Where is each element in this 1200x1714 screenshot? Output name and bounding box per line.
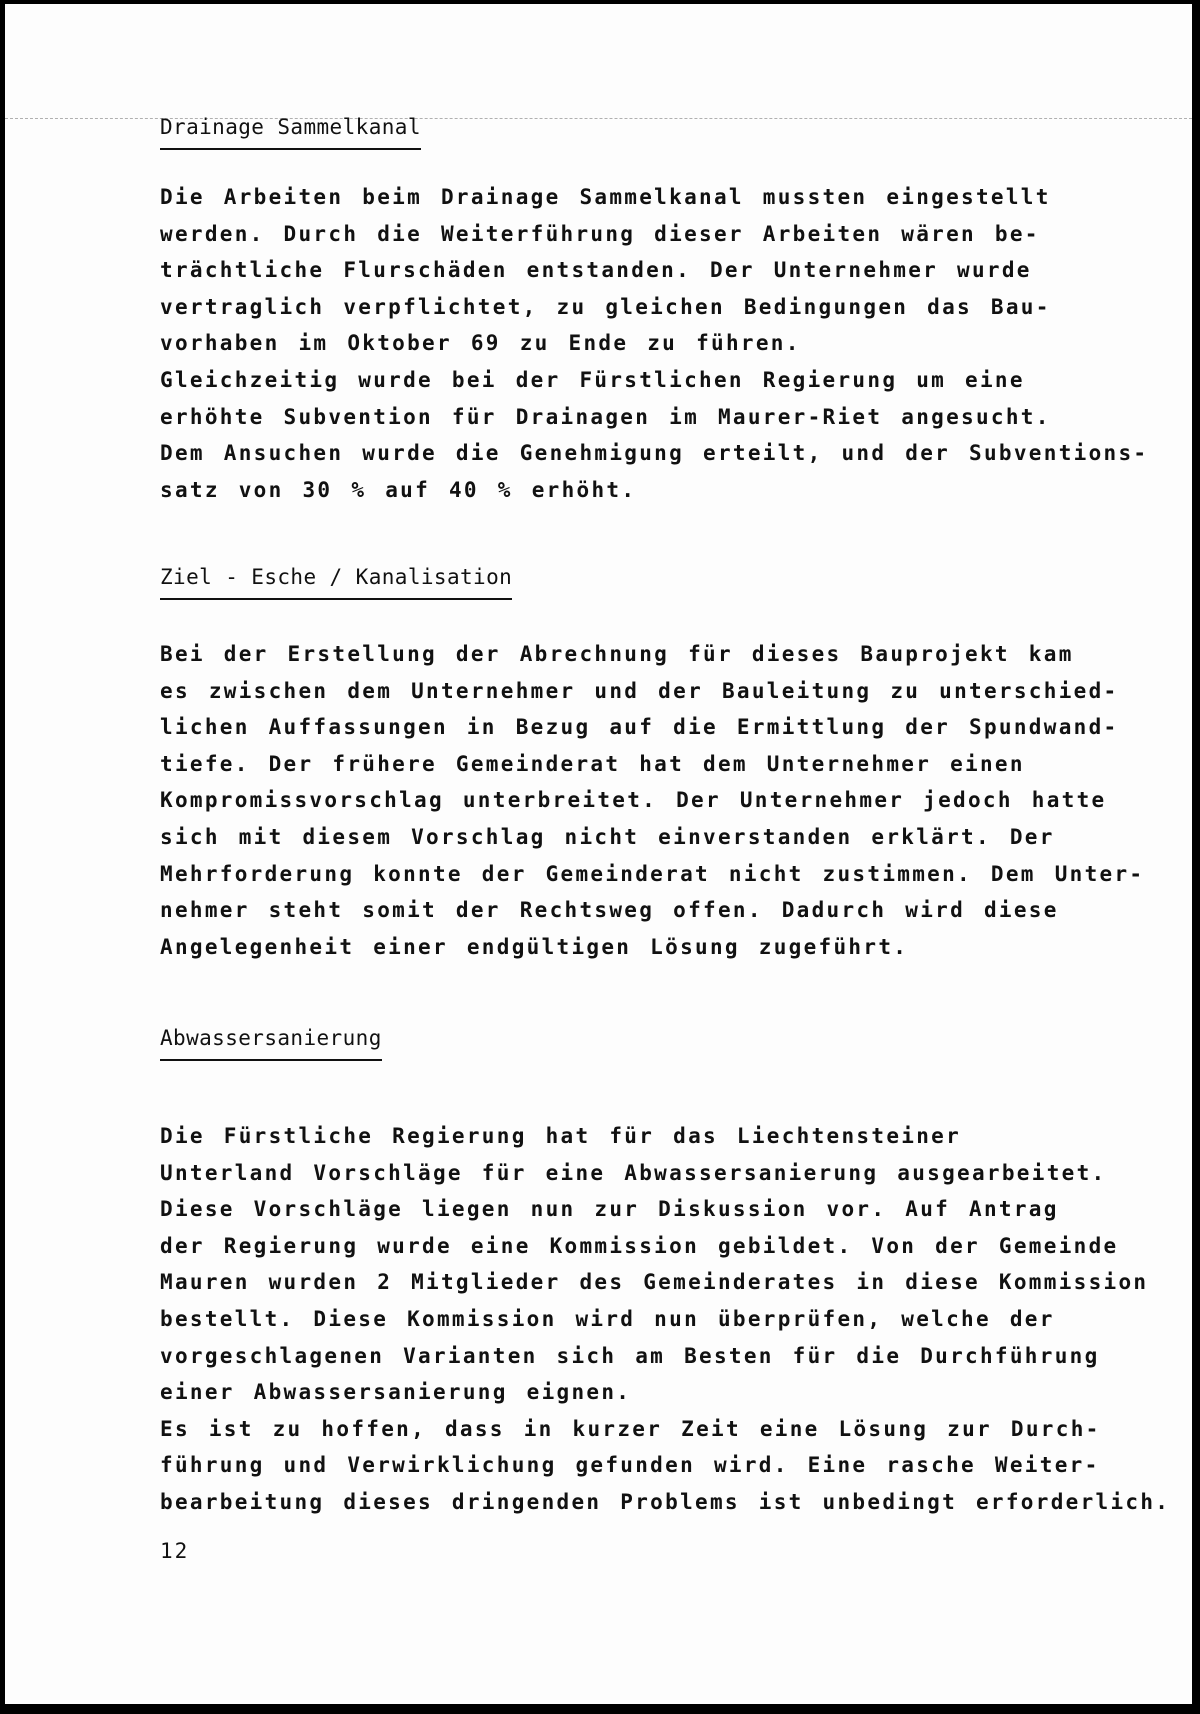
text-line: Die Arbeiten beim Drainage Sammelkanal mussten eingestellt <box>160 185 1051 209</box>
text-line: werden. Durch die Weiterführung dieser Arbeiten wären be- <box>160 221 1040 246</box>
text-line: Kompromissvorschlag unterbreitet. Der Unternehmer jedoch hatte <box>160 788 1107 813</box>
text-line: bestellt. Diese Kommission wird nun überprüfen, welche der <box>160 1306 1055 1331</box>
text-line: vertraglich verpflichtet, zu gleichen Bedingungen das Bau- <box>160 294 1051 319</box>
section-paragraph-ziel-esche <box>160 636 1145 965</box>
document-page <box>5 4 1192 1704</box>
text-line: Dem Ansuchen wurde die Genehmigung erteilt, und der Subventions- <box>160 441 1149 466</box>
text-line: satz von 30 % auf 40 % erhöht. <box>160 477 637 502</box>
text-line: der Regierung wurde eine Kommission gebildet. Von der Gemeinde <box>160 1233 1119 1258</box>
text-line: nehmer steht somit der Rechtsweg offen. Dadurch wird diese <box>160 898 1059 923</box>
page-number: 12 <box>160 1539 190 1563</box>
text-line: vorhaben im Oktober 69 zu Ende zu führen. <box>160 331 801 356</box>
section-paragraph-abwassersanierung <box>160 1118 1171 1521</box>
section-heading-abwassersanierung <box>160 1023 382 1061</box>
text-line: bearbeitung dieses dringenden Problems ist unbedingt erforderlich. <box>160 1489 1171 1514</box>
text-line: vorgeschlagenen Varianten sich am Besten für die Durchführung <box>160 1343 1100 1368</box>
text-line: einer Abwassersanierung eignen. <box>160 1380 632 1405</box>
text-line: lichen Auffassungen in Bezug auf die Ermittlung der Spundwand- <box>160 715 1119 740</box>
text-line: Diese Vorschläge liegen nun zur Diskussion vor. Auf Antrag <box>160 1197 1059 1222</box>
text-line: Gleichzeitig wurde bei der Fürstlichen Regierung um eine <box>160 367 1025 392</box>
heading-underline <box>160 598 512 600</box>
text-line: tiefe. Der frühere Gemeinderat hat dem Unternehmer einen <box>160 751 1025 776</box>
section-heading-text: Drainage Sammelkanal <box>160 115 421 139</box>
text-line: erhöhte Subvention für Drainagen im Maurer-Riet angesucht. <box>160 404 1051 429</box>
text-line: sich mit diesem Vorschlag nicht einverstanden erklärt. Der <box>160 824 1055 849</box>
text-line: trächtliche Flurschäden entstanden. Der Unternehmer wurde <box>160 258 1032 283</box>
text-line: führung und Verwirklichung gefunden wird. Eine rasche Weiter- <box>160 1453 1100 1478</box>
text-line: Die Fürstliche Regierung hat für das Liechtensteiner <box>160 1124 962 1148</box>
section-heading-text: Abwassersanierung <box>160 1026 382 1050</box>
heading-underline <box>160 1059 382 1061</box>
text-line: Unterland Vorschläge für eine Abwassersanierung ausgearbeitet. <box>160 1160 1107 1185</box>
section-heading-text: Ziel - Esche / Kanalisation <box>160 565 513 589</box>
text-line: Es ist zu hoffen, dass in kurzer Zeit eine Lösung zur Durch- <box>160 1416 1101 1441</box>
text-line: Bei der Erstellung der Abrechnung für dieses Bauprojekt kam <box>160 642 1074 666</box>
text-line: Mauren wurden 2 Mitglieder des Gemeinderates in diese Kommission <box>160 1270 1149 1295</box>
text-line: Mehrforderung konnte der Gemeinderat nicht zustimmen. Dem Unter- <box>160 861 1145 886</box>
heading-underline <box>160 148 421 150</box>
text-line: Angelegenheit einer endgültigen Lösung zugeführt. <box>160 934 909 959</box>
section-heading-drainage <box>160 112 421 150</box>
section-heading-ziel-esche <box>160 562 512 600</box>
section-paragraph-drainage <box>160 179 1149 508</box>
text-line: es zwischen dem Unternehmer und der Bauleitung zu unterschied- <box>160 678 1119 703</box>
